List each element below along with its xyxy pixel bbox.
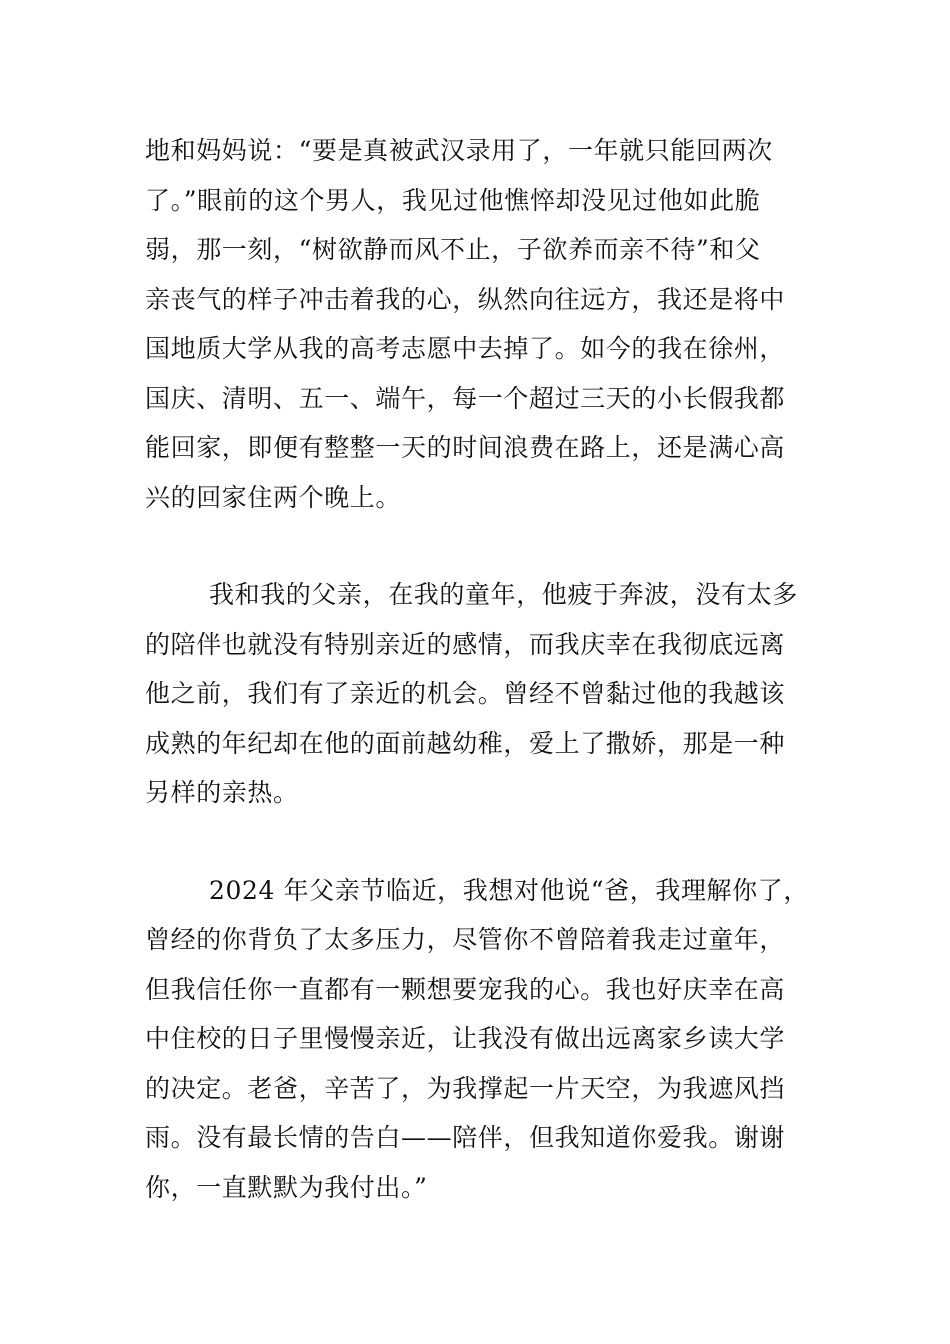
- paragraph-spacer: [145, 522, 810, 570]
- paragraph-line: 他之前，我们有了亲近的机会。曾经不曾黏过他的我越该: [145, 679, 786, 708]
- paragraph-line: 了。”眼前的这个男人，我见过他憔悴却没见过他如此脆: [145, 185, 761, 215]
- paragraph-2: [145, 570, 810, 818]
- paragraph-first-line: 2024 年父亲节临近，我想对他说“爸，我理解你了，: [209, 875, 809, 905]
- paragraph-line: 的决定。老爸，辛苦了，为我撑起一片天空，为我遮风挡: [145, 1073, 786, 1103]
- paragraph-line: 兴的回家住两个晚上。: [145, 482, 402, 512]
- paragraph-first-line: 我和我的父亲，在我的童年，他疲于奔波，没有太多: [209, 580, 798, 609]
- paragraph-1: [145, 126, 810, 522]
- paragraph-line: 你，一直默默为我付出。”: [145, 1172, 428, 1202]
- document-body: [145, 126, 810, 1212]
- paragraph-line: 国地质大学从我的高考志愿中去掉了。如今的我在徐州，: [145, 334, 786, 363]
- paragraph-spacer: [145, 818, 810, 866]
- paragraph-line: 但我信任你一直都有一颗想要宠我的心。我也好庆幸在高: [145, 974, 786, 1004]
- paragraph-line: 雨。没有最长情的告白——陪伴，但我知道你爱我。谢谢: [145, 1123, 786, 1152]
- paragraph-line: 曾经的你背负了太多压力，尽管你不曾陪着我走过童年，: [145, 925, 786, 954]
- paragraph-line: 国庆、清明、五一、端午，每一个超过三天的小长假我都: [145, 383, 786, 413]
- paragraph-line: 另样的亲热。: [145, 778, 299, 807]
- paragraph-line: 成熟的年纪却在他的面前越幼稚，爱上了撒娇，那是一种: [145, 728, 786, 758]
- paragraph-line: 的陪伴也就没有特别亲近的感情，而我庆幸在我彻底远离: [145, 629, 786, 659]
- paragraph-line: 亲丧气的样子冲击着我的心，纵然向往远方，我还是将中: [145, 284, 786, 314]
- paragraph-3: [145, 866, 810, 1213]
- paragraph-line: 能回家，即便有整整一天的时间浪费在路上，还是满心高: [145, 433, 786, 462]
- paragraph-line: 地和妈妈说：“要是真被武汉录用了，一年就只能回两次: [145, 136, 773, 165]
- paragraph-line: 弱，那一刻，“树欲静而风不止，子欲养而亲不待”和父: [145, 235, 761, 264]
- paragraph-line: 中住校的日子里慢慢亲近，让我没有做出远离家乡读大学: [145, 1024, 786, 1053]
